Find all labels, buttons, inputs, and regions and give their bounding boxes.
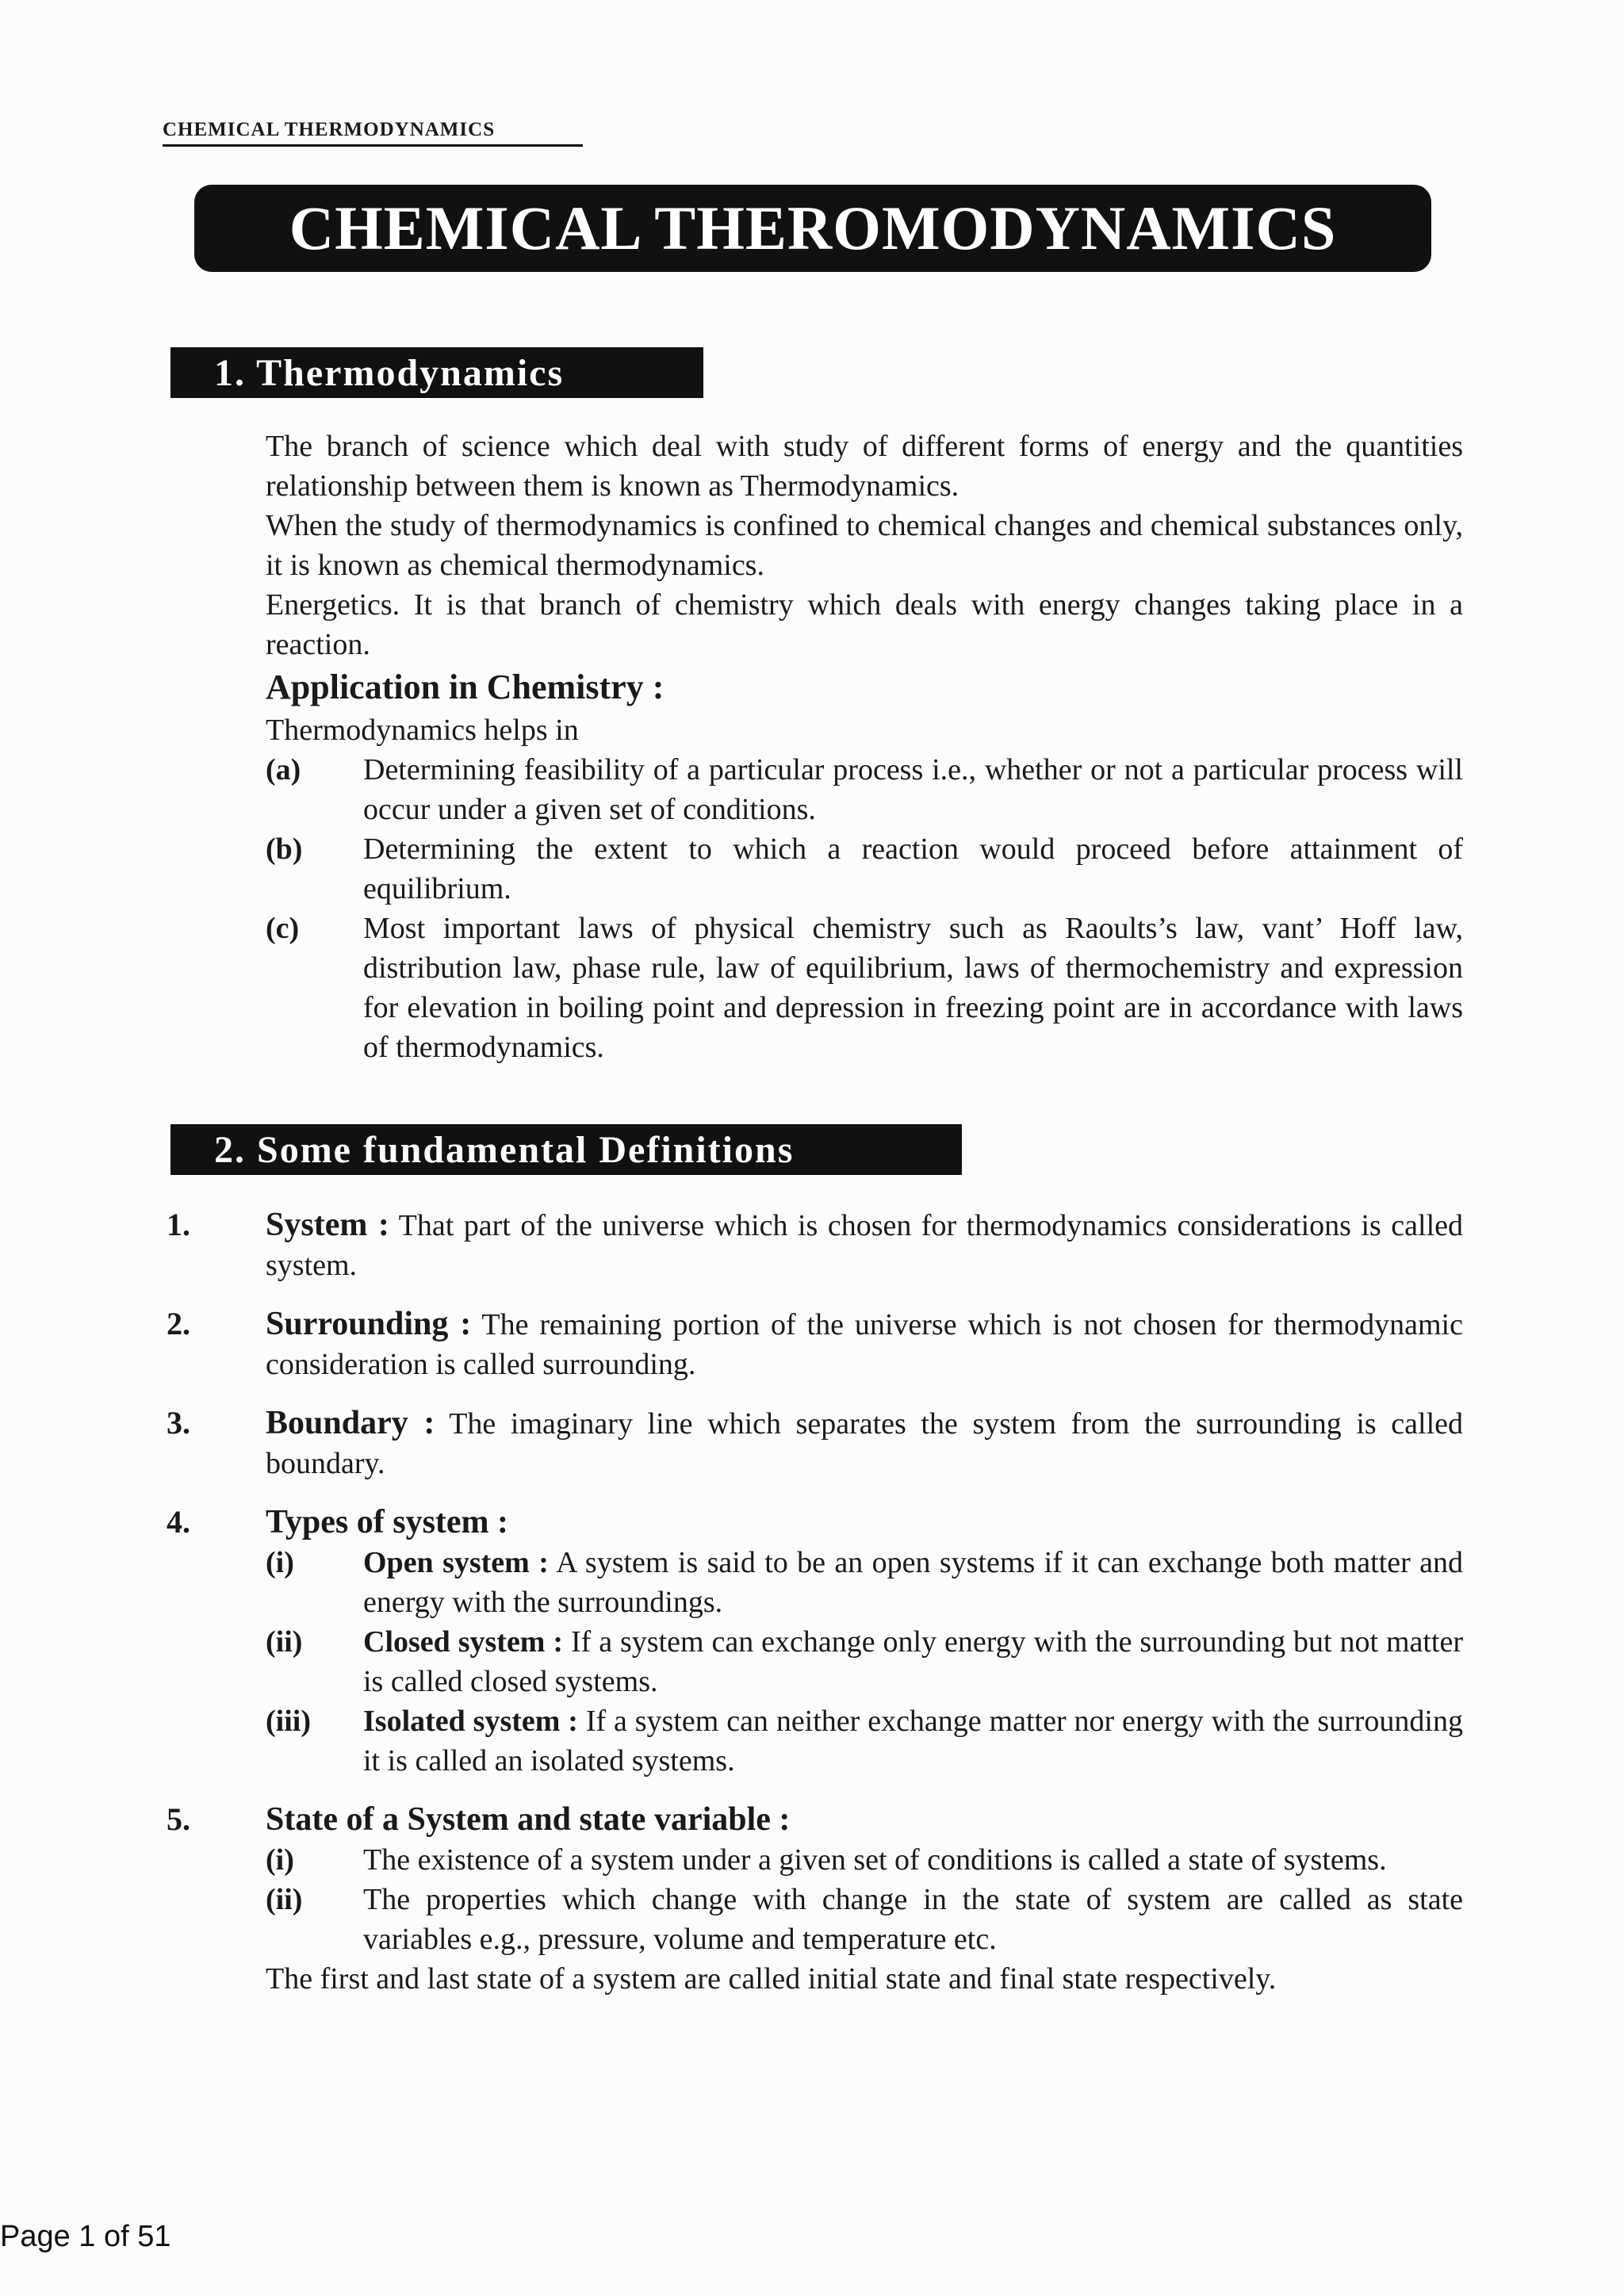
definition-item: [167, 1205, 1463, 1285]
sub-item-text: The existence of a system under a given set of conditions is called a state of systems.: [363, 1843, 1387, 1877]
list-item-label: (a): [266, 753, 301, 786]
running-header: CHEMICAL THERMODYNAMICS: [163, 119, 583, 147]
list-item-label: (c): [266, 912, 300, 945]
sub-list-item: [266, 1622, 1463, 1701]
sub-item-term: Isolated system :: [363, 1705, 578, 1738]
definition-item: [167, 1800, 1463, 1999]
sub-item-term: Open system :: [363, 1546, 549, 1579]
definition-item: [167, 1502, 1463, 1781]
definition-item: [167, 1403, 1463, 1483]
definition-term: Surrounding :: [266, 1306, 472, 1342]
definitions-list: [167, 1205, 1463, 2018]
definition-item: [167, 1304, 1463, 1384]
definition-number: 3.: [167, 1405, 190, 1441]
list-item-text: Determining feasibility of a particular process i.e., whether or not a particular process will occur under a given set of conditions.: [363, 753, 1463, 826]
list-item-text: Determining the extent to which a reaction would proceed before attainment of equilibrium.: [363, 832, 1463, 905]
sub-item-label: (ii): [266, 1883, 303, 1916]
sub-item-label: (iii): [266, 1705, 311, 1738]
sub-item-text: If a system can exchange only energy with the surrounding but not matter is called closed systems.: [363, 1625, 1464, 1698]
sub-list-item: [266, 1880, 1463, 1959]
definition-term: State of a System and state variable :: [266, 1801, 791, 1838]
definition-number: 4.: [167, 1504, 190, 1540]
definition-text: The remaining portion of the universe which is not chosen for thermodynamic consideration is called surrounding.: [266, 1308, 1463, 1381]
sub-item-text: If a system can neither exchange matter nor energy with the surrounding it is called an isolated systems.: [363, 1705, 1463, 1777]
sub-item-term: Closed system :: [363, 1625, 564, 1659]
page-title-text: CHEMICAL THEROMODYNAMICS: [289, 193, 1337, 262]
definition-term: Types of system :: [266, 1504, 509, 1540]
list-item-label: (b): [266, 832, 303, 866]
sub-item-label: (i): [266, 1843, 294, 1877]
section-1-body: [266, 427, 1463, 1067]
definition-term: Boundary :: [266, 1405, 435, 1441]
sub-item-label: (ii): [266, 1625, 303, 1659]
page-title: [194, 185, 1431, 272]
section-1-paragraph: When the study of thermodynamics is confined to chemical changes and chemical substances only, it is known as chemical thermodynamics.: [266, 509, 1463, 582]
sub-item-text: The properties which change with change in the state of system are called as state variables e.g., pressure, volume and temperature etc.: [363, 1883, 1463, 1956]
list-item-text: Most important laws of physical chemistry such as Raoults’s law, vant’ Hoff law, distribution law, phase rule, law of equilibrium, laws of thermochemistry and expression for elevation in boiling point and depression in freezing point are in accordance with laws of thermodynamics.: [363, 912, 1463, 1064]
section-1-heading: 1. Thermodynamics: [170, 347, 703, 398]
list-item: [266, 909, 1463, 1067]
section-1-paragraph: The branch of science which deal with study of different forms of energy and the quantities relationship between them is known as Thermodynamics.: [266, 430, 1463, 503]
section-1-paragraph: Energetics. It is that branch of chemistry which deals with energy changes taking place in a reaction.: [266, 588, 1463, 661]
page-counter: Page 1 of 51: [0, 2220, 171, 2253]
list-item: [266, 829, 1463, 909]
definition-term: System :: [266, 1207, 389, 1243]
list-item: [266, 750, 1463, 829]
sub-item-label: (i): [266, 1546, 294, 1579]
sub-list-item: [266, 1840, 1463, 1880]
closing-paragraph: The first and last state of a system are called initial state and final state respectively.: [266, 1962, 1277, 1996]
definition-number: 1.: [167, 1207, 190, 1242]
sub-list-item: [266, 1543, 1463, 1622]
sub-item-text: A system is said to be an open systems if it can exchange both matter and energy with the surroundings.: [363, 1546, 1464, 1619]
section-2-heading: 2. Some fundamental Definitions: [170, 1124, 962, 1175]
definition-text: That part of the universe which is chosen for thermodynamics considerations is called system.: [266, 1209, 1463, 1282]
definition-number: 2.: [167, 1306, 190, 1341]
application-intro: Thermodynamics helps in: [266, 714, 579, 747]
definition-number: 5.: [167, 1801, 190, 1837]
application-heading: Application in Chemistry :: [266, 668, 665, 706]
sub-list-item: [266, 1701, 1463, 1781]
definition-text: The imaginary line which separates the system from the surrounding is called boundary.: [266, 1407, 1463, 1480]
